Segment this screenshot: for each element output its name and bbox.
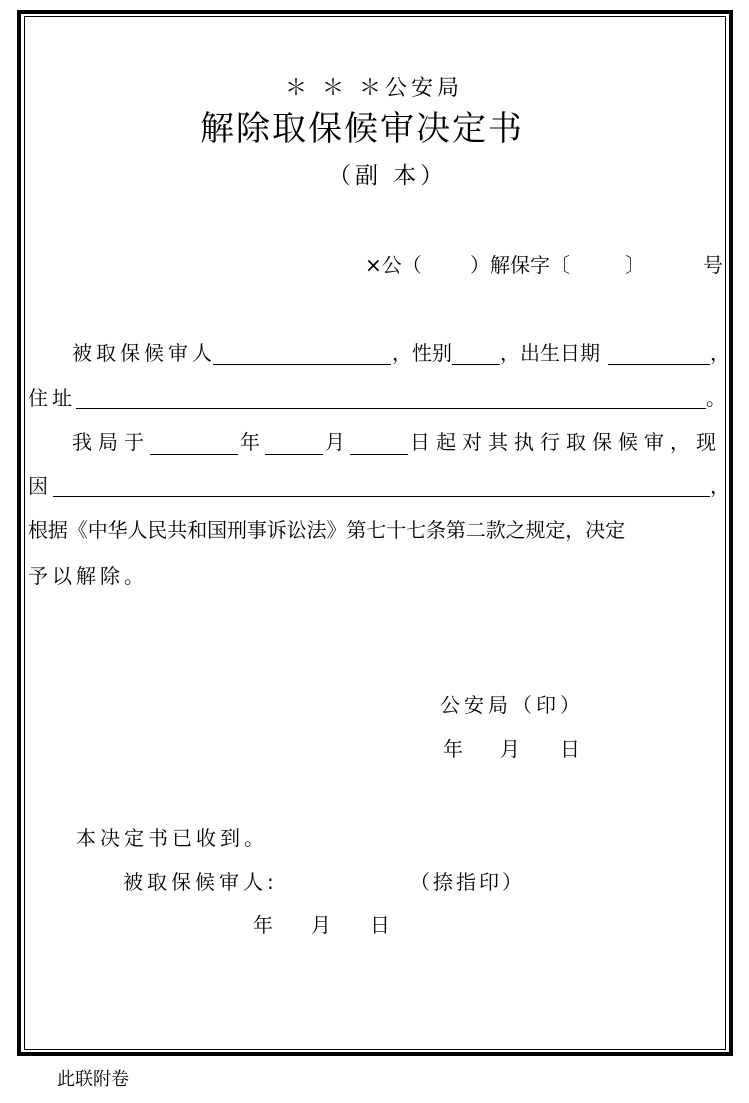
label-because: 因 (28, 474, 48, 498)
field-start-day[interactable] (350, 454, 408, 455)
receipt-year: 年 (253, 913, 273, 937)
field-address[interactable] (76, 408, 706, 409)
field-reason[interactable] (53, 496, 710, 497)
seal-label: 公安局（印） (440, 693, 584, 717)
field-start-month[interactable] (265, 454, 323, 455)
field-subject-name[interactable] (213, 364, 391, 365)
field-gender[interactable] (452, 364, 500, 365)
period-address: 。 (706, 386, 726, 410)
sign-year: 年 (443, 737, 463, 761)
comma-reason: ， (710, 474, 730, 498)
fingerprint-label: （捺指印） (410, 870, 525, 894)
receipt-confirmation: 本决定书已收到。 (76, 826, 268, 850)
sign-day: 日 (560, 737, 580, 761)
label-subject: 被取保候审人 (72, 341, 216, 365)
label-we-bureau: 我局于 (72, 430, 150, 454)
sign-month: 月 (500, 737, 520, 761)
decision-end: 予以解除。 (28, 564, 148, 588)
legal-basis: 根据《中华人民共和国刑事诉讼法》第七十七条第二款之规定，决定 (28, 518, 625, 542)
footer-note: 此联附卷 (57, 1069, 129, 1090)
label-gender: ，性别 (392, 341, 452, 365)
receipt-subject-label: 被取保候审人: (123, 870, 278, 894)
label-year: 年 (240, 430, 260, 454)
receipt-day: 日 (370, 913, 390, 937)
label-month: 月 (325, 430, 345, 454)
label-birth: ，出生日期 (500, 341, 600, 365)
doc-number-middle: ）解保字〔 (470, 253, 570, 277)
field-birth-date[interactable] (608, 364, 710, 365)
comma-line1: ， (710, 341, 730, 365)
label-day-from: 日起对其执行取保候审，现 (410, 430, 722, 454)
copy-label: （副 本） (328, 163, 448, 189)
agency-name: ＊ ＊ ＊公安局 (285, 76, 463, 101)
doc-number-suffix: 号 (703, 253, 723, 277)
label-address: 住址 (28, 386, 76, 410)
receipt-month: 月 (311, 913, 331, 937)
doc-number-close: 〕 (625, 253, 645, 277)
document-title: 解除取保候审决定书 (200, 109, 524, 149)
doc-number-prefix: ×公（ (365, 253, 422, 277)
field-start-year[interactable] (150, 454, 238, 455)
